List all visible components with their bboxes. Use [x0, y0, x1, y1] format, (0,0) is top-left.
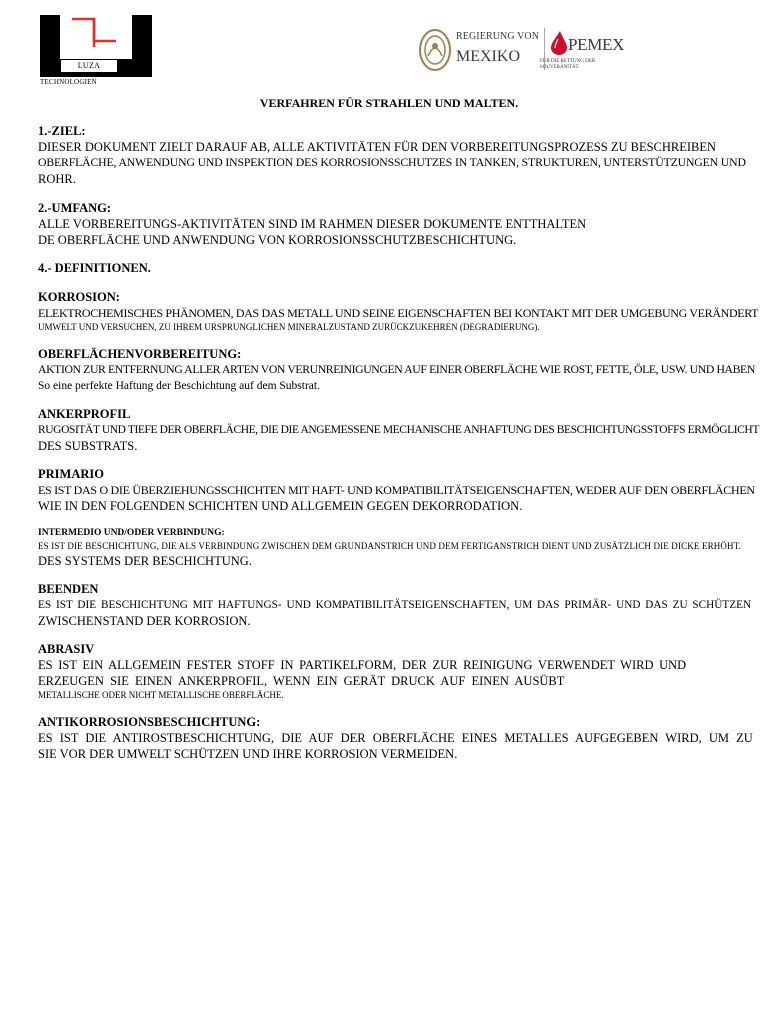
pemex-tagline: FÜR DIE RETTUNG DER SOUVERÄNITÄT [540, 59, 596, 70]
definition-text: ES IST DAS O DIE ÜBERZIEHUNGSSCHICHTEN MIT HAFT- UND KOMPATIBILITÄTSEIGENSCHAFTEN, WEDER AUF DEN OBERFLÄCHEN [38, 483, 755, 497]
section-definitionen [38, 261, 760, 276]
definition-text: ERZEUGEN SIE EINEN ANKERPROFIL, WENN EIN GERÄT DRUCK AUF EINEN AUSÜBT [38, 674, 565, 688]
section-text [38, 139, 760, 187]
definition-abrasiv [38, 642, 760, 702]
definition-text: WIE IN DEN FOLGENDEN SCHICHTEN UND ALLGEMEIN GEGEN DEKORRODATION. [38, 499, 523, 513]
definition-term: ANTIKORROSIONSBESCHICHTUNG: [38, 715, 261, 729]
definition-text: ES IST EIN ALLGEMEIN FESTER STOFF IN PARTIKELFORM, DER ZUR REINIGUNG VERWENDET WIRD UND [38, 658, 687, 672]
text-line: ROHR. [38, 172, 76, 186]
definition-text: RUGOSITÄT UND TIEFE DER OBERFLÄCHE, DIE DIE ANGEMESSENE MECHANISCHE ANHAFTUNG DES BESCHICHTUNGSSTOFFS ERMÖGLICHT [38, 424, 759, 436]
section-ziel [38, 124, 760, 187]
definition-term: ANKERPROFIL [38, 407, 131, 421]
text-line: ALLE VORBEREITUNGS-AKTIVITÄTEN SIND IM RAHMEN DIESER DOKUMENTE ENTTHALTEN [38, 217, 587, 231]
definition-text: SIE VOR DER UMWELT SCHÜTZEN UND IHRE KORROSION VERMEIDEN. [38, 747, 458, 761]
definition-term: KORROSION: [38, 290, 120, 304]
definition-antikorrosionsbeschichtung [38, 715, 760, 762]
luza-logo [40, 15, 152, 85]
definition-term: INTERMEDIO UND/ODER VERBINDUNG: [38, 528, 225, 538]
section-text [38, 216, 760, 248]
definition-text: DES SYSTEMS DER BESCHICHTUNG. [38, 554, 252, 568]
section-heading: 4.- DEFINITIONEN. [38, 261, 151, 275]
pemex-brand-name: PEMEX [568, 35, 625, 54]
document-title: VERFAHREN FÜR STRAHLEN UND MALTEN. [259, 96, 519, 110]
government-pemex-logo [418, 24, 623, 76]
definition-text: ZWISCHENSTAND DER KORROSION. [38, 614, 251, 628]
luza-logo-mark [40, 15, 152, 85]
text-line: DIESER DOKUMENT ZIELT DARAUF AB, ALLE AKTIVITÄTEN FÜR DEN VORBEREITUNGSPROZESS ZU BESCHREIBEN [38, 140, 717, 154]
definition-text: DES SUBSTRATS. [38, 439, 138, 453]
definition-text: ES IST DIE BESCHICHTUNG MIT HAFTUNGS- UND KOMPATIBILITÄTSEIGENSCHAFTEN, UM DAS PRIMÄR- UND DAS ZU SCHÜTZEN [38, 599, 752, 611]
definition-korrosion [38, 290, 760, 334]
definition-text: UMWELT UND VERSUCHEN, ZU IHREM URSPRUNGLICHEN MINERALZUSTAND ZURÜCKZUKEHREN (DEGRADIERUNG). [38, 322, 540, 332]
definition-primario [38, 467, 760, 514]
section-heading: 1.-ZIEL: [38, 124, 86, 138]
government-label-line1: REGIERUNG VON [456, 31, 540, 42]
definition-term: ABRASIV [38, 642, 95, 656]
definition-text: AKTION ZUR ENTFERNUNG ALLER ARTEN VON VERUNREINIGUNGEN AUF EINER OBERFLÄCHE WIE ROST, FETTE, ÖLE, USW. UND HABEN [38, 363, 755, 376]
definition-oberflaechenvorbereitung [38, 347, 760, 394]
definition-text: METALLISCHE ODER NICHT METALLISCHE OBERFLÄCHE. [38, 690, 284, 700]
definition-text: ELEKTROCHEMISCHES PHÄNOMEN, DAS DAS METALL UND SEINE EIGENSCHAFTEN BEI KONTAKT MIT DER UMGEBUNG VERÄNDERT [38, 306, 759, 320]
luza-logo-label: LUZA [60, 59, 118, 73]
section-umfang [38, 201, 760, 248]
definition-text: So eine perfekte Haftung der Beschichtung auf dem Substrat. [38, 380, 320, 392]
luza-logo-subtitle: TECHNOLOGIEN [40, 78, 97, 86]
section-heading: 2.-UMFANG: [38, 201, 112, 215]
document-body [38, 124, 760, 775]
text-line: OBERFLÄCHE, ANWENDUNG UND INSPEKTION DES KORROSIONSSCHUTZES IN TANKEN, STRUKTUREN, UNTERSTÜTZUNGEN UND [38, 156, 746, 169]
definition-intermedio [38, 527, 760, 569]
text-line: DE OBERFLÄCHE UND ANWENDUNG VON KORROSIONSSCHUTZBESCHICHTUNG. [38, 233, 517, 247]
definition-term: PRIMARIO [38, 467, 104, 481]
definition-text: ES IST DIE ANTIROSTBESCHICHTUNG, DIE AUF DER OBERFLÄCHE EINES METALLES AUFGEGEBEN WIRD, UM ZU [38, 731, 753, 745]
government-label-line2: MEXIKO [456, 48, 520, 65]
definition-ankerprofil [38, 407, 760, 454]
pemex-drop-icon [548, 30, 570, 56]
definition-text: ES IST DIE BESCHICHTUNG, DIE ALS VERBINDUNG ZWISCHEN DEM GRUNDANSTRICH UND DEM FERTIGANSTRICH DIENT UND ZUSÄTZLICH DIE DICKE ERHÖHT. [38, 541, 742, 551]
definition-term: OBERFLÄCHENVORBEREITUNG: [38, 347, 242, 361]
definition-term: BEENDEN [38, 582, 99, 596]
definition-beenden [38, 582, 760, 629]
mexico-seal-icon [418, 26, 452, 74]
